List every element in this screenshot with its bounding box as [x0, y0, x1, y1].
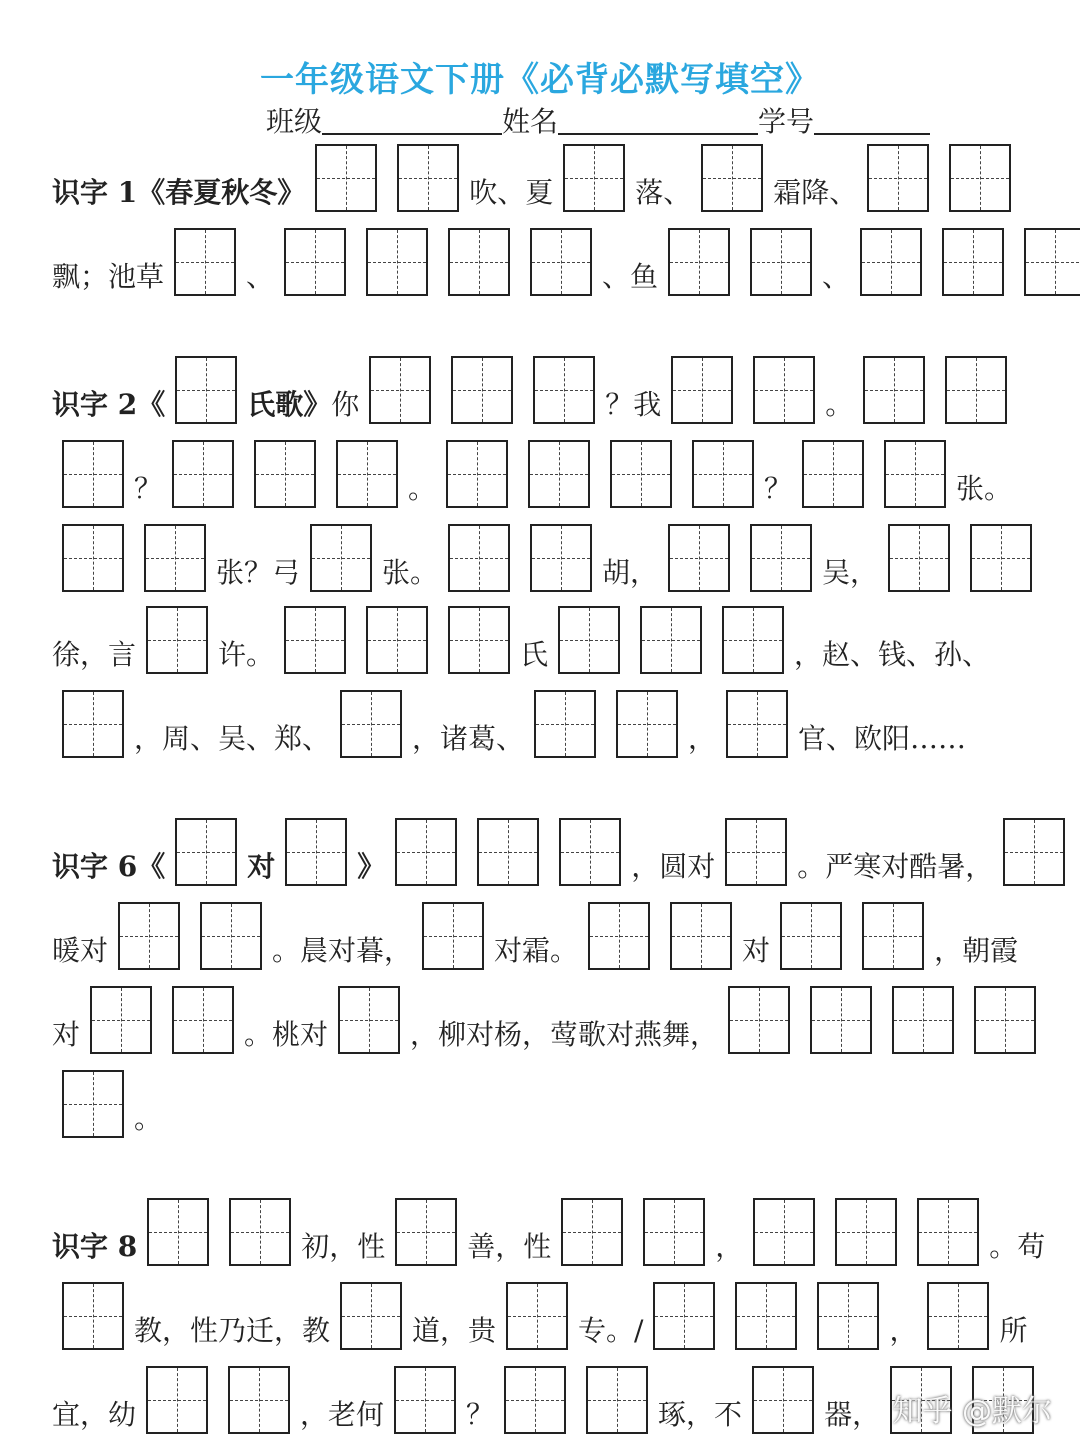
tianzige-answer-box[interactable] — [284, 228, 346, 296]
tianzige-answer-box[interactable] — [588, 902, 650, 970]
line-segment — [742, 902, 934, 970]
tianzige-answer-box[interactable] — [175, 818, 237, 886]
prompt-text: ？我 — [605, 388, 662, 421]
tianzige-answer-box[interactable] — [692, 440, 754, 508]
tianzige-answer-box[interactable] — [200, 902, 262, 970]
tianzige-answer-box[interactable] — [477, 818, 539, 886]
tianzige-answer-box[interactable] — [530, 524, 592, 592]
line-segment — [134, 1102, 162, 1138]
tianzige-answer-box[interactable] — [172, 440, 234, 508]
tianzige-answer-box[interactable] — [863, 356, 925, 424]
tianzige-answer-box[interactable] — [504, 1366, 566, 1434]
prompt-text: 识字 1《春夏秋冬》 — [52, 176, 306, 209]
prompt-text: 、 — [246, 260, 275, 293]
line-segment — [773, 144, 1021, 212]
tianzige-answer-box[interactable] — [752, 1366, 814, 1434]
line-segment — [52, 606, 218, 674]
tianzige-answer-box[interactable] — [927, 1282, 989, 1350]
tianzige-answer-box[interactable] — [722, 606, 784, 674]
tianzige-answer-box[interactable] — [62, 1282, 124, 1350]
prompt-text: ， — [889, 1314, 918, 1347]
prompt-text: 教，性乃迁，教 — [134, 1314, 331, 1347]
tianzige-answer-box[interactable] — [1003, 818, 1065, 886]
tianzige-answer-box[interactable] — [668, 524, 730, 592]
prompt-text: ，周、吴、郑、 — [134, 722, 331, 755]
tianzige-answer-box[interactable] — [750, 228, 812, 296]
line-segment — [52, 1070, 134, 1138]
line-segment — [578, 1282, 889, 1350]
prompt-text: ， — [688, 722, 717, 755]
line-segment — [52, 440, 134, 508]
tianzige-answer-box[interactable] — [338, 986, 400, 1054]
tianzige-answer-box[interactable] — [144, 524, 206, 592]
tianzige-answer-box[interactable] — [945, 356, 1007, 424]
tianzige-answer-box[interactable] — [448, 228, 510, 296]
prompt-text: 、鱼 — [602, 260, 659, 293]
prompt-text: 霜降、 — [773, 176, 858, 209]
tianzige-answer-box[interactable] — [817, 1282, 879, 1350]
tianzige-answer-box[interactable] — [974, 986, 1036, 1054]
tianzige-answer-box[interactable] — [90, 986, 152, 1054]
prompt-text: 张？弓 — [216, 556, 301, 589]
tianzige-answer-box[interactable] — [862, 902, 924, 970]
prompt-text: 。 — [134, 1102, 163, 1135]
prompt-text: 暖对 — [52, 934, 109, 967]
line-segment — [605, 356, 825, 424]
line-segment — [520, 606, 794, 674]
line-segment — [331, 356, 605, 424]
exercise-line — [52, 600, 990, 674]
prompt-text: ？ — [764, 472, 793, 505]
prompt-text: 对 — [742, 934, 771, 967]
line-segment — [469, 144, 635, 212]
tianzige-answer-box[interactable] — [810, 986, 872, 1054]
line-segment — [216, 524, 382, 592]
number-blank[interactable] — [814, 105, 930, 135]
tianzige-answer-box[interactable] — [228, 1366, 290, 1434]
prompt-text: 官、欧阳…… — [798, 722, 967, 755]
prompt-text: ？ — [466, 1398, 495, 1431]
prompt-text: 吹、夏 — [469, 176, 554, 209]
tianzige-answer-box[interactable] — [533, 356, 595, 424]
tianzige-answer-box[interactable] — [446, 440, 508, 508]
tianzige-answer-box[interactable] — [802, 440, 864, 508]
tianzige-answer-box[interactable] — [640, 606, 702, 674]
tianzige-answer-box[interactable] — [860, 228, 922, 296]
tianzige-answer-box[interactable] — [366, 228, 428, 296]
line-segment — [989, 1230, 1045, 1266]
tianzige-answer-box[interactable] — [340, 1282, 402, 1350]
exercise-line — [52, 222, 1080, 296]
tianzige-answer-box[interactable] — [315, 144, 377, 212]
tianzige-answer-box[interactable] — [62, 524, 124, 592]
class-label: 班级 — [266, 105, 323, 138]
tianzige-answer-box[interactable] — [753, 356, 815, 424]
line-segment — [715, 1198, 989, 1266]
exercise-line — [52, 812, 1075, 886]
line-segment — [134, 690, 412, 758]
tianzige-answer-box[interactable] — [780, 902, 842, 970]
prompt-text: ？ — [134, 472, 163, 505]
prompt-text: 识字 8 — [52, 1230, 138, 1263]
exercise-line — [52, 684, 966, 758]
tianzige-answer-box[interactable] — [643, 1198, 705, 1266]
line-segment — [631, 818, 797, 886]
prompt-text: 张。 — [956, 472, 1013, 505]
tianzige-answer-box[interactable] — [174, 228, 236, 296]
exercise-line — [52, 434, 1012, 508]
line-segment — [52, 690, 134, 758]
tianzige-answer-box[interactable] — [534, 690, 596, 758]
prompt-text: 。严寒对酷暑， — [797, 850, 994, 883]
prompt-text: ， — [715, 1230, 744, 1263]
line-segment — [410, 986, 1046, 1054]
line-segment — [247, 388, 331, 424]
tianzige-answer-box[interactable] — [750, 524, 812, 592]
name-blank[interactable] — [558, 105, 758, 135]
line-segment — [602, 228, 822, 296]
exercise-line — [52, 980, 1046, 1054]
tianzige-answer-box[interactable] — [753, 1198, 815, 1266]
prompt-text: 张。 — [382, 556, 439, 589]
tianzige-answer-box[interactable] — [949, 144, 1011, 212]
line-segment — [244, 986, 410, 1054]
prompt-text: 善，性 — [467, 1230, 552, 1263]
tianzige-answer-box[interactable] — [62, 440, 124, 508]
tianzige-answer-box[interactable] — [701, 144, 763, 212]
tianzige-answer-box[interactable] — [586, 1366, 648, 1434]
exercise-line — [52, 1064, 162, 1138]
line-segment — [956, 472, 1012, 508]
prompt-text: 许。 — [218, 638, 275, 671]
prompt-text: 对霜。 — [494, 934, 579, 967]
prompt-text: 、 — [822, 260, 851, 293]
line-segment — [247, 818, 357, 886]
prompt-text: 飘；池草 — [52, 260, 165, 293]
tianzige-answer-box[interactable] — [725, 818, 787, 886]
tianzige-answer-box[interactable] — [728, 986, 790, 1054]
line-segment — [300, 1366, 466, 1434]
tianzige-answer-box[interactable] — [284, 606, 346, 674]
line-segment — [658, 1366, 824, 1434]
prompt-text: 你 — [331, 388, 360, 421]
line-segment — [494, 902, 742, 970]
tianzige-answer-box[interactable] — [397, 144, 459, 212]
tianzige-answer-box[interactable] — [884, 440, 946, 508]
prompt-text: 识字 6《 — [52, 850, 166, 883]
line-segment — [825, 356, 1017, 424]
line-segment — [52, 144, 469, 212]
tianzige-answer-box[interactable] — [653, 1282, 715, 1350]
prompt-text: ，诸葛、 — [412, 722, 525, 755]
line-segment — [52, 1282, 134, 1350]
line-segment — [889, 1282, 999, 1350]
tianzige-answer-box[interactable] — [395, 1198, 457, 1266]
line-segment — [822, 524, 1042, 592]
prompt-text: 道，贵 — [412, 1314, 497, 1347]
prompt-text: 徐，言 — [52, 638, 137, 671]
line-segment — [272, 902, 494, 970]
prompt-text: 氏歌》 — [247, 388, 332, 421]
tianzige-answer-box[interactable] — [670, 902, 732, 970]
tianzige-answer-box[interactable] — [892, 986, 954, 1054]
line-segment — [797, 818, 1075, 886]
tianzige-answer-box[interactable] — [285, 818, 347, 886]
tianzige-answer-box[interactable] — [563, 144, 625, 212]
class-blank[interactable] — [322, 105, 502, 135]
tianzige-answer-box[interactable] — [147, 1198, 209, 1266]
tianzige-answer-box[interactable] — [340, 690, 402, 758]
tianzige-answer-box[interactable] — [671, 356, 733, 424]
line-segment — [134, 1282, 412, 1350]
tianzige-answer-box[interactable] — [668, 228, 730, 296]
exercise-line — [52, 350, 1017, 424]
prompt-text: 落、 — [635, 176, 692, 209]
exercise-line — [52, 1192, 1045, 1266]
line-segment — [52, 228, 246, 296]
prompt-text: 胡， — [602, 556, 659, 589]
line-segment — [798, 722, 966, 758]
exercise-line — [52, 518, 1042, 592]
tianzige-answer-box[interactable] — [118, 902, 180, 970]
line-segment — [52, 524, 216, 592]
prompt-text: 专。/ — [578, 1314, 644, 1347]
prompt-text: ，朝霞 — [934, 934, 1019, 967]
exercise-line — [52, 1276, 1028, 1350]
tianzige-answer-box[interactable] — [366, 606, 428, 674]
line-segment — [52, 1366, 300, 1434]
line-segment — [467, 1198, 715, 1266]
student-info-row — [266, 100, 930, 140]
prompt-text: ，赵、钱、孙、 — [794, 638, 991, 671]
tianzige-answer-box[interactable] — [942, 228, 1004, 296]
line-segment — [466, 1366, 658, 1434]
tianzige-answer-box[interactable] — [888, 524, 950, 592]
tianzige-answer-box[interactable] — [448, 606, 510, 674]
line-segment — [246, 228, 602, 296]
prompt-text: 。 — [408, 472, 437, 505]
tianzige-answer-box[interactable] — [559, 818, 621, 886]
tianzige-answer-box[interactable] — [175, 356, 237, 424]
line-segment — [934, 934, 1018, 970]
tianzige-answer-box[interactable] — [506, 1282, 568, 1350]
line-segment — [52, 986, 244, 1054]
tianzige-answer-box[interactable] — [62, 690, 124, 758]
tianzige-answer-box[interactable] — [62, 1070, 124, 1138]
prompt-text: 对 — [247, 850, 276, 883]
prompt-text: 。苟 — [989, 1230, 1046, 1263]
prompt-text: 初，性 — [301, 1230, 386, 1263]
tianzige-answer-box[interactable] — [310, 524, 372, 592]
tianzige-answer-box[interactable] — [558, 606, 620, 674]
tianzige-answer-box[interactable] — [451, 356, 513, 424]
line-segment — [688, 690, 798, 758]
line-segment — [301, 1198, 467, 1266]
prompt-text: 所 — [999, 1314, 1028, 1347]
prompt-text: 吴， — [822, 556, 879, 589]
tianzige-answer-box[interactable] — [610, 440, 672, 508]
prompt-text: 识字 2《 — [52, 388, 166, 421]
number-label: 学号 — [758, 105, 815, 138]
line-segment — [52, 902, 272, 970]
line-segment — [794, 638, 990, 674]
line-segment — [357, 818, 631, 886]
prompt-text: ，柳对杨，莺歌对燕舞， — [410, 1018, 719, 1051]
tianzige-answer-box[interactable] — [835, 1198, 897, 1266]
line-segment — [218, 606, 520, 674]
prompt-text: 。桃对 — [244, 1018, 329, 1051]
tianzige-answer-box[interactable] — [970, 524, 1032, 592]
prompt-text: 。 — [825, 388, 854, 421]
tianzige-answer-box[interactable] — [229, 1198, 291, 1266]
tianzige-answer-box[interactable] — [395, 818, 457, 886]
line-segment — [408, 440, 764, 508]
line-segment — [635, 144, 773, 212]
line-segment — [412, 1282, 578, 1350]
prompt-text: 》 — [357, 850, 386, 883]
tianzige-answer-box[interactable] — [448, 524, 510, 592]
exercise-line — [52, 896, 1018, 970]
prompt-text: 氏 — [520, 638, 549, 671]
page-title: 一年级语文下册《必背必默写填空》 — [260, 60, 820, 100]
line-segment — [134, 440, 408, 508]
watermark: 知乎 @默尔 — [892, 1394, 1052, 1429]
prompt-text: ，老何 — [300, 1398, 385, 1431]
prompt-text: 琢，不 — [658, 1398, 743, 1431]
line-segment — [52, 818, 247, 886]
tianzige-answer-box[interactable] — [726, 690, 788, 758]
tianzige-answer-box[interactable] — [867, 144, 929, 212]
tianzige-answer-box[interactable] — [528, 440, 590, 508]
prompt-text: 对 — [52, 1018, 81, 1051]
tianzige-answer-box[interactable] — [172, 986, 234, 1054]
name-label: 姓名 — [502, 105, 559, 138]
line-segment — [822, 228, 1080, 296]
exercise-line — [52, 138, 1021, 212]
tianzige-answer-box[interactable] — [917, 1198, 979, 1266]
line-segment — [602, 524, 822, 592]
tianzige-answer-box[interactable] — [394, 1366, 456, 1434]
line-segment — [999, 1314, 1027, 1350]
prompt-text: 器， — [824, 1398, 881, 1431]
tianzige-answer-box[interactable] — [369, 356, 431, 424]
line-segment — [52, 356, 247, 424]
line-segment — [52, 1198, 301, 1266]
tianzige-answer-box[interactable] — [146, 606, 208, 674]
tianzige-answer-box[interactable] — [146, 1366, 208, 1434]
tianzige-answer-box[interactable] — [561, 1198, 623, 1266]
prompt-text: 宜，幼 — [52, 1398, 137, 1431]
tianzige-answer-box[interactable] — [735, 1282, 797, 1350]
tianzige-answer-box[interactable] — [336, 440, 398, 508]
prompt-text: 。晨对暮， — [272, 934, 413, 967]
line-segment — [764, 440, 956, 508]
tianzige-answer-box[interactable] — [616, 690, 678, 758]
line-segment — [412, 690, 688, 758]
line-segment — [382, 524, 602, 592]
tianzige-answer-box[interactable] — [530, 228, 592, 296]
tianzige-answer-box[interactable] — [422, 902, 484, 970]
prompt-text: ，圆对 — [631, 850, 716, 883]
tianzige-answer-box[interactable] — [254, 440, 316, 508]
tianzige-answer-box[interactable] — [1024, 228, 1080, 296]
